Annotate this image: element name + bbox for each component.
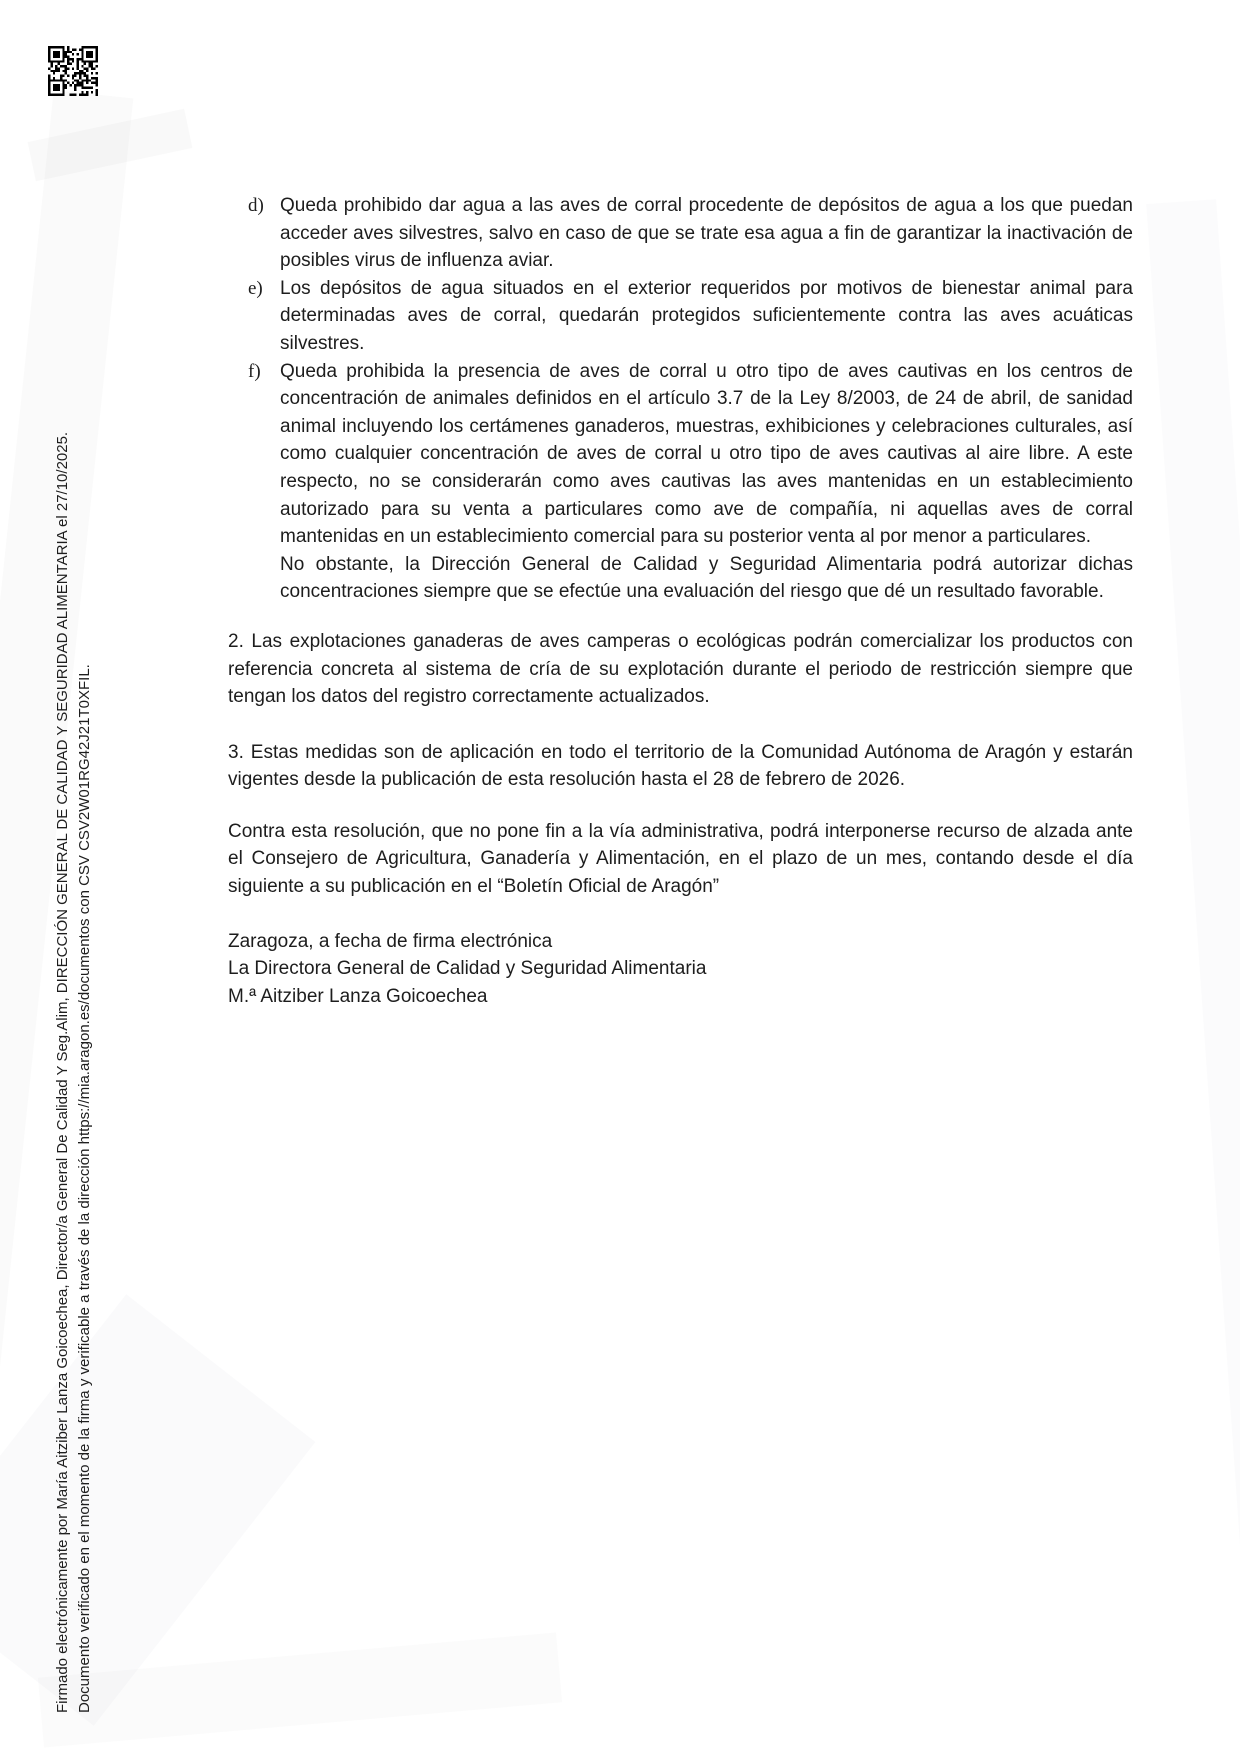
sidebar-signed-line: Firmado electrónicamente por María Aitziber Lanza Goicoechea, Director/a General De Calidad Y Seg.Alim, DIRECCIÓN GENERAL DE CALIDAD Y SEGURIDAD ALIMENTARIA el 27/10/2025.: [54, 431, 71, 1713]
list-marker-e: e): [248, 277, 263, 299]
list-marker-f: f): [248, 360, 261, 382]
list-item-f-continuation: No obstante, la Dirección General de Calidad y Seguridad Alimentaria podrá autorizar dichas concentraciones siempre que se efectúe una evaluación del riesgo que dé un resultado favorable.: [280, 553, 1133, 603]
list-item-f-text: Queda prohibida la presencia de aves de corral u otro tipo de aves cautivas en los centros de concentración de animales definidos en el artículo 3.7 de la Ley 8/2003, de 24 de abril, de sanidad animal incluyendo los certámenes ganaderos, muestras, exhibiciones y celebraciones culturales, así como cualquier concentración de aves de corral u otro tipo de aves cautivas al aire libre. A este respecto, no se considerarán como aves cautivas las aves mantenidas en un establecimiento autorizado para su venta a particulares como ave de compañía, ni aquellas aves de corral mantenidas en un establecimiento comercial para su posterior venta al por menor a particulares.: [280, 360, 1133, 548]
scan-artifact: [38, 1632, 562, 1747]
list-item-d: [228, 192, 1133, 275]
scan-artifact: [1146, 199, 1240, 1600]
list-item-e-text: Los depósitos de agua situados en el exterior requeridos por motivos de bienestar animal para determinadas aves de corral, quedarán protegidos suficientemente contra las aves acuáticas silvestres.: [280, 277, 1133, 354]
document-body: [228, 192, 1133, 1010]
sidebar-verification-line: Documento verificado en el momento de la firma y verificable a través de la dirección https://mia.aragon.es/documentos con CSV CSV2W01RG42J21T0XFIL.: [76, 664, 93, 1713]
scan-artifact: [28, 109, 193, 181]
list-item-d-text: Queda prohibido dar agua a las aves de corral procedente de depósitos de agua a los que puedan acceder aves silvestres, salvo en caso de que se trate esa agua a fin de garantizar la inactivación de posibles virus de influenza aviar.: [280, 195, 1133, 272]
signature-place: Zaragoza, a fecha de firma electrónica: [228, 930, 553, 952]
list-item-f-body: [280, 358, 1133, 606]
signature-role: La Directora General de Calidad y Seguridad Alimentaria: [228, 958, 707, 980]
list-marker-d: d): [248, 195, 264, 216]
signature-block: [228, 928, 1133, 1011]
list-item-e: [228, 275, 1133, 358]
list-item-f: [228, 358, 1133, 606]
signature-verification-sidebar: [52, 383, 96, 1713]
paragraph-3: 3. Estas medidas son de aplicación en todo el territorio de la Comunidad Autónoma de Aragón y estarán vigentes desde la publicación de esta resolución hasta el 28 de febrero de 2026.: [228, 741, 1133, 791]
appeal-paragraph: Contra esta resolución, que no pone fin a la vía administrativa, podrá interponerse recurso de alzada ante el Consejero de Agricultura, Ganadería y Alimentación, en el plazo de un mes, contando desde el día siguiente a su publicación en el “Boletín Oficial de Aragón”: [228, 820, 1133, 898]
scan-artifact: [0, 1294, 315, 1725]
qr-code-icon: [48, 46, 98, 96]
paragraph-2: 2. Las explotaciones ganaderas de aves camperas o ecológicas podrán comercializar los productos con referencia concreta al sistema de cría de su explotación durante el periodo de restricción siempre que tengan los datos del registro correctamente actualizados.: [228, 630, 1133, 708]
signature-name: M.ª Aitziber Lanza Goicoechea: [228, 985, 488, 1007]
